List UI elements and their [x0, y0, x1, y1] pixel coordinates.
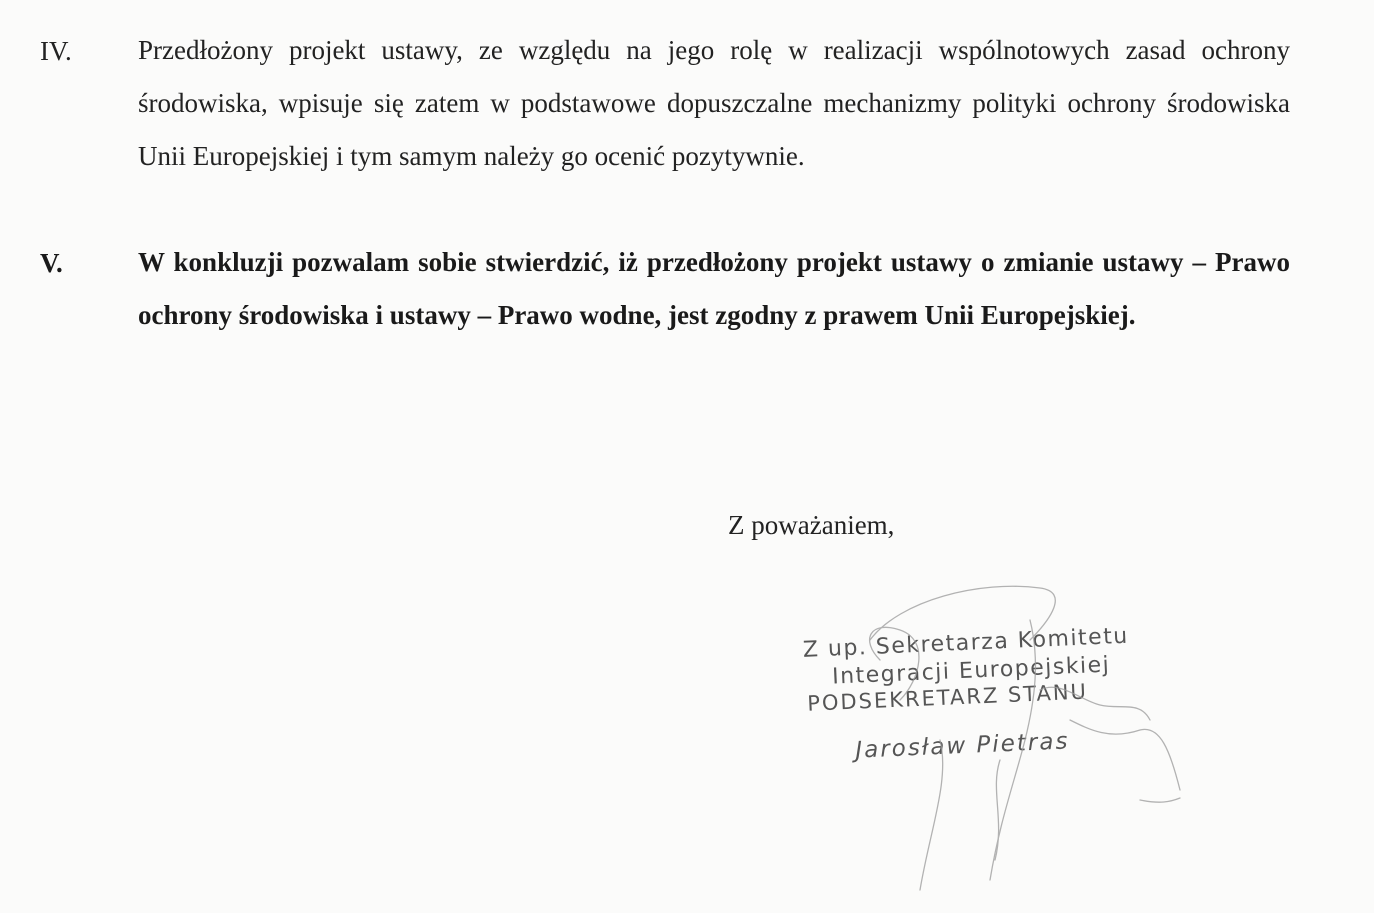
section-text-iv: Przedłożony projekt ustawy, ze względu na jego rolę w realizacji wspólnotowych zasad ochrony środowiska, wpisuje się zatem w podstawowe dopuszczalne mechanizmy polityki ochrony środowiska Unii Europejskiej i tym samym należy go ocenić pozytywnie. [138, 35, 1290, 171]
handwritten-signature [840, 580, 1200, 910]
section-text-v: W konkluzji pozwalam sobie stwierdzić, iż przedłożony projekt ustawy o zmianie ustawy – Prawo ochrony środowiska i ustawy – Prawo wodne, jest zgodny z prawem Unii Europejskiej. [138, 247, 1290, 330]
stamp-line-2: Integracji Europejskiej [831, 652, 1111, 690]
stamp-line-3: PODSEKRETARZ STANU [806, 679, 1089, 716]
section-number-iv: IV. [40, 36, 72, 66]
stamp-name: Jarosław Pietras [854, 728, 1070, 764]
stamp-line-1: Z up. Sekretarza Komitetu [802, 623, 1130, 663]
closing-salutation: Z poważaniem, [728, 510, 895, 540]
section-number-v: V. [40, 248, 63, 278]
